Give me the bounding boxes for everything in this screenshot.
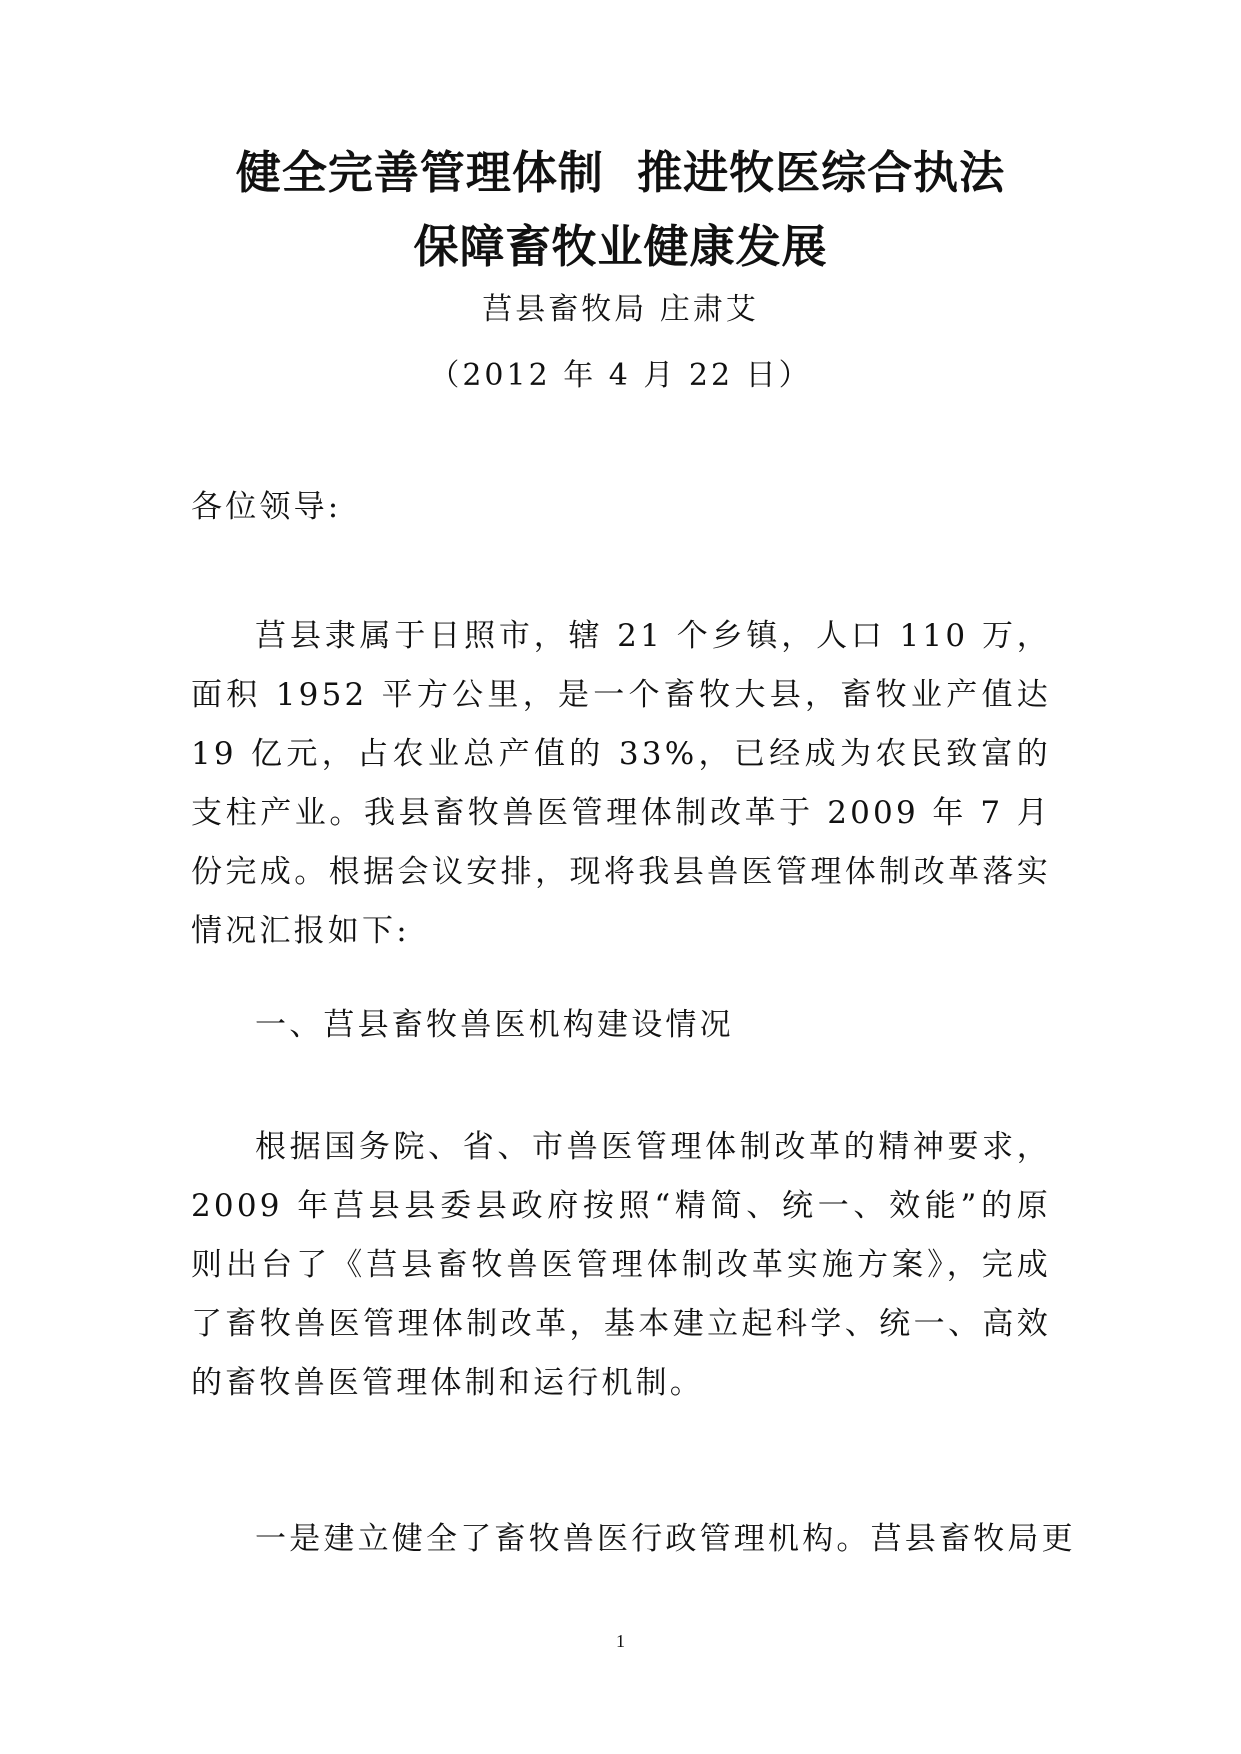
paragraph-reform: 根据国务院、省、市兽医管理体制改革的精神要求，2009 年莒县县委县政府按照“精简、统一、效能”的原则出台了《莒县畜牧兽医管理体制改革实施方案》，完成了畜牧兽医管理体制改革，基本建立起科学、统一、高效的畜牧兽医管理体制和运行机制。 bbox=[191, 1129, 1051, 1401]
document-title-line-1: 健全完善管理体制 推进牧医综合执法 bbox=[235, 146, 1006, 199]
page-number: 1 bbox=[616, 1631, 625, 1651]
paragraph-admin: 一是建立健全了畜牧兽医行政管理机构。莒县畜牧局更 bbox=[255, 1521, 1076, 1557]
document-date: （2012 年 4 月 22 日） bbox=[429, 358, 812, 393]
salutation: 各位领导: bbox=[191, 489, 342, 525]
author-byline: 莒县畜牧局 庄肃艾 bbox=[482, 292, 759, 327]
paragraph-intro: 莒县隶属于日照市，辖 21 个乡镇，人口 110 万，面积 1952 平方公里，是一个畜牧大县，畜牧业产值达 19 亿元，占农业总产值的 33%，已经成为农民致富的支柱产业。我县畜牧兽医管理体制改革于 2009 年 7 月份完成。根据会议安排，现将我县兽医管理体制改革落实情况汇报如下: bbox=[191, 618, 1051, 949]
document-title-line-2: 保障畜牧业健康发展 bbox=[413, 220, 828, 273]
section-heading: 一、莒县畜牧兽医机构建设情况 bbox=[255, 1007, 734, 1043]
